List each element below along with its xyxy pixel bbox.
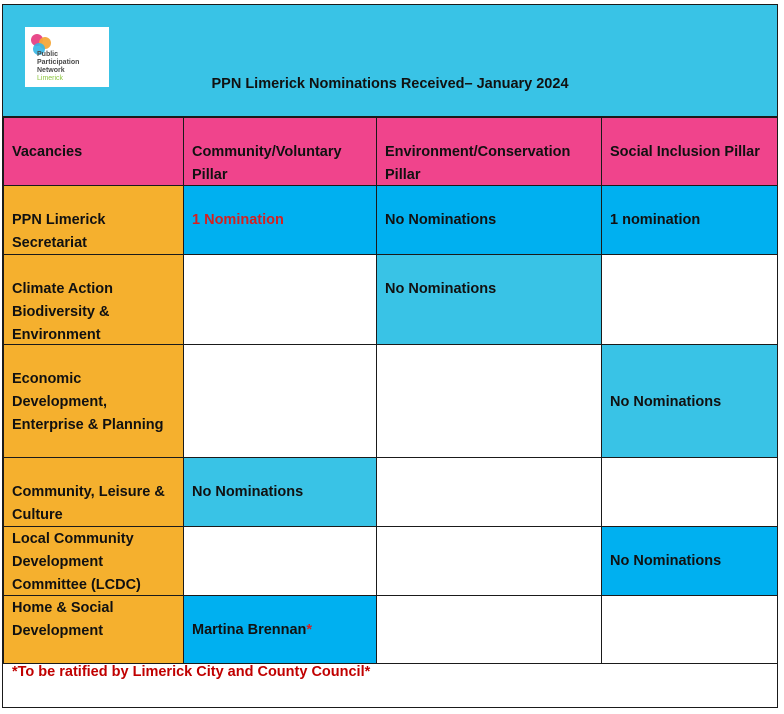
cell-economic-social: No Nominations bbox=[601, 344, 778, 458]
header-environment-conservation: Environment/Conservation Pillar bbox=[376, 117, 602, 186]
nominee-name: Martina Brennan bbox=[192, 622, 307, 638]
cell-home-community bbox=[183, 595, 377, 664]
logo-line-1: Public bbox=[37, 51, 59, 58]
cell-secretariat-community: 1 Nomination bbox=[183, 185, 377, 255]
footer-note: *To be ratified by Limerick City and County Council* bbox=[12, 664, 371, 680]
vacancy-community-leisure: Community, Leisure & Culture bbox=[3, 457, 184, 527]
vacancy-lcdc: Local Community Development Committee (LCDC) bbox=[3, 526, 184, 596]
cell-secretariat-environment: No Nominations bbox=[376, 185, 602, 255]
cell-lcdc-community bbox=[183, 526, 377, 596]
cell-leisure-social bbox=[601, 457, 778, 527]
cell-leisure-community: No Nominations bbox=[183, 457, 377, 527]
header-community-voluntary: Community/Voluntary Pillar bbox=[183, 117, 377, 186]
vacancy-economic-development: Economic Development, Enterprise & Planning bbox=[3, 344, 184, 458]
cell-climate-social bbox=[601, 254, 778, 345]
cell-secretariat-social: 1 nomination bbox=[601, 185, 778, 255]
cell-climate-environment: No Nominations bbox=[376, 254, 602, 345]
cell-home-social bbox=[601, 595, 778, 664]
cell-leisure-environment bbox=[376, 457, 602, 527]
page-title: PPN Limerick Nominations Received– January 2024 bbox=[211, 76, 569, 92]
cell-home-environment bbox=[376, 595, 602, 664]
page-header bbox=[3, 5, 777, 117]
header-social-inclusion: Social Inclusion Pillar bbox=[601, 117, 778, 186]
vacancy-climate-action: Climate Action Biodiversity & Environment bbox=[3, 254, 184, 345]
logo-line-2: Participation bbox=[37, 59, 80, 66]
cell-lcdc-environment bbox=[376, 526, 602, 596]
header-vacancies: Vacancies bbox=[3, 117, 184, 186]
vacancy-home-social: Home & Social Development bbox=[3, 595, 184, 664]
logo-line-3: Network bbox=[37, 67, 65, 74]
vacancy-ppn-secretariat: PPN Limerick Secretariat bbox=[3, 185, 184, 255]
cell-lcdc-social: No Nominations bbox=[601, 526, 778, 596]
cell-climate-community bbox=[183, 254, 377, 345]
cell-economic-community bbox=[183, 344, 377, 458]
ratification-asterisk: * bbox=[306, 622, 313, 638]
cell-economic-environment bbox=[376, 344, 602, 458]
logo-line-4: Limerick bbox=[37, 75, 64, 82]
